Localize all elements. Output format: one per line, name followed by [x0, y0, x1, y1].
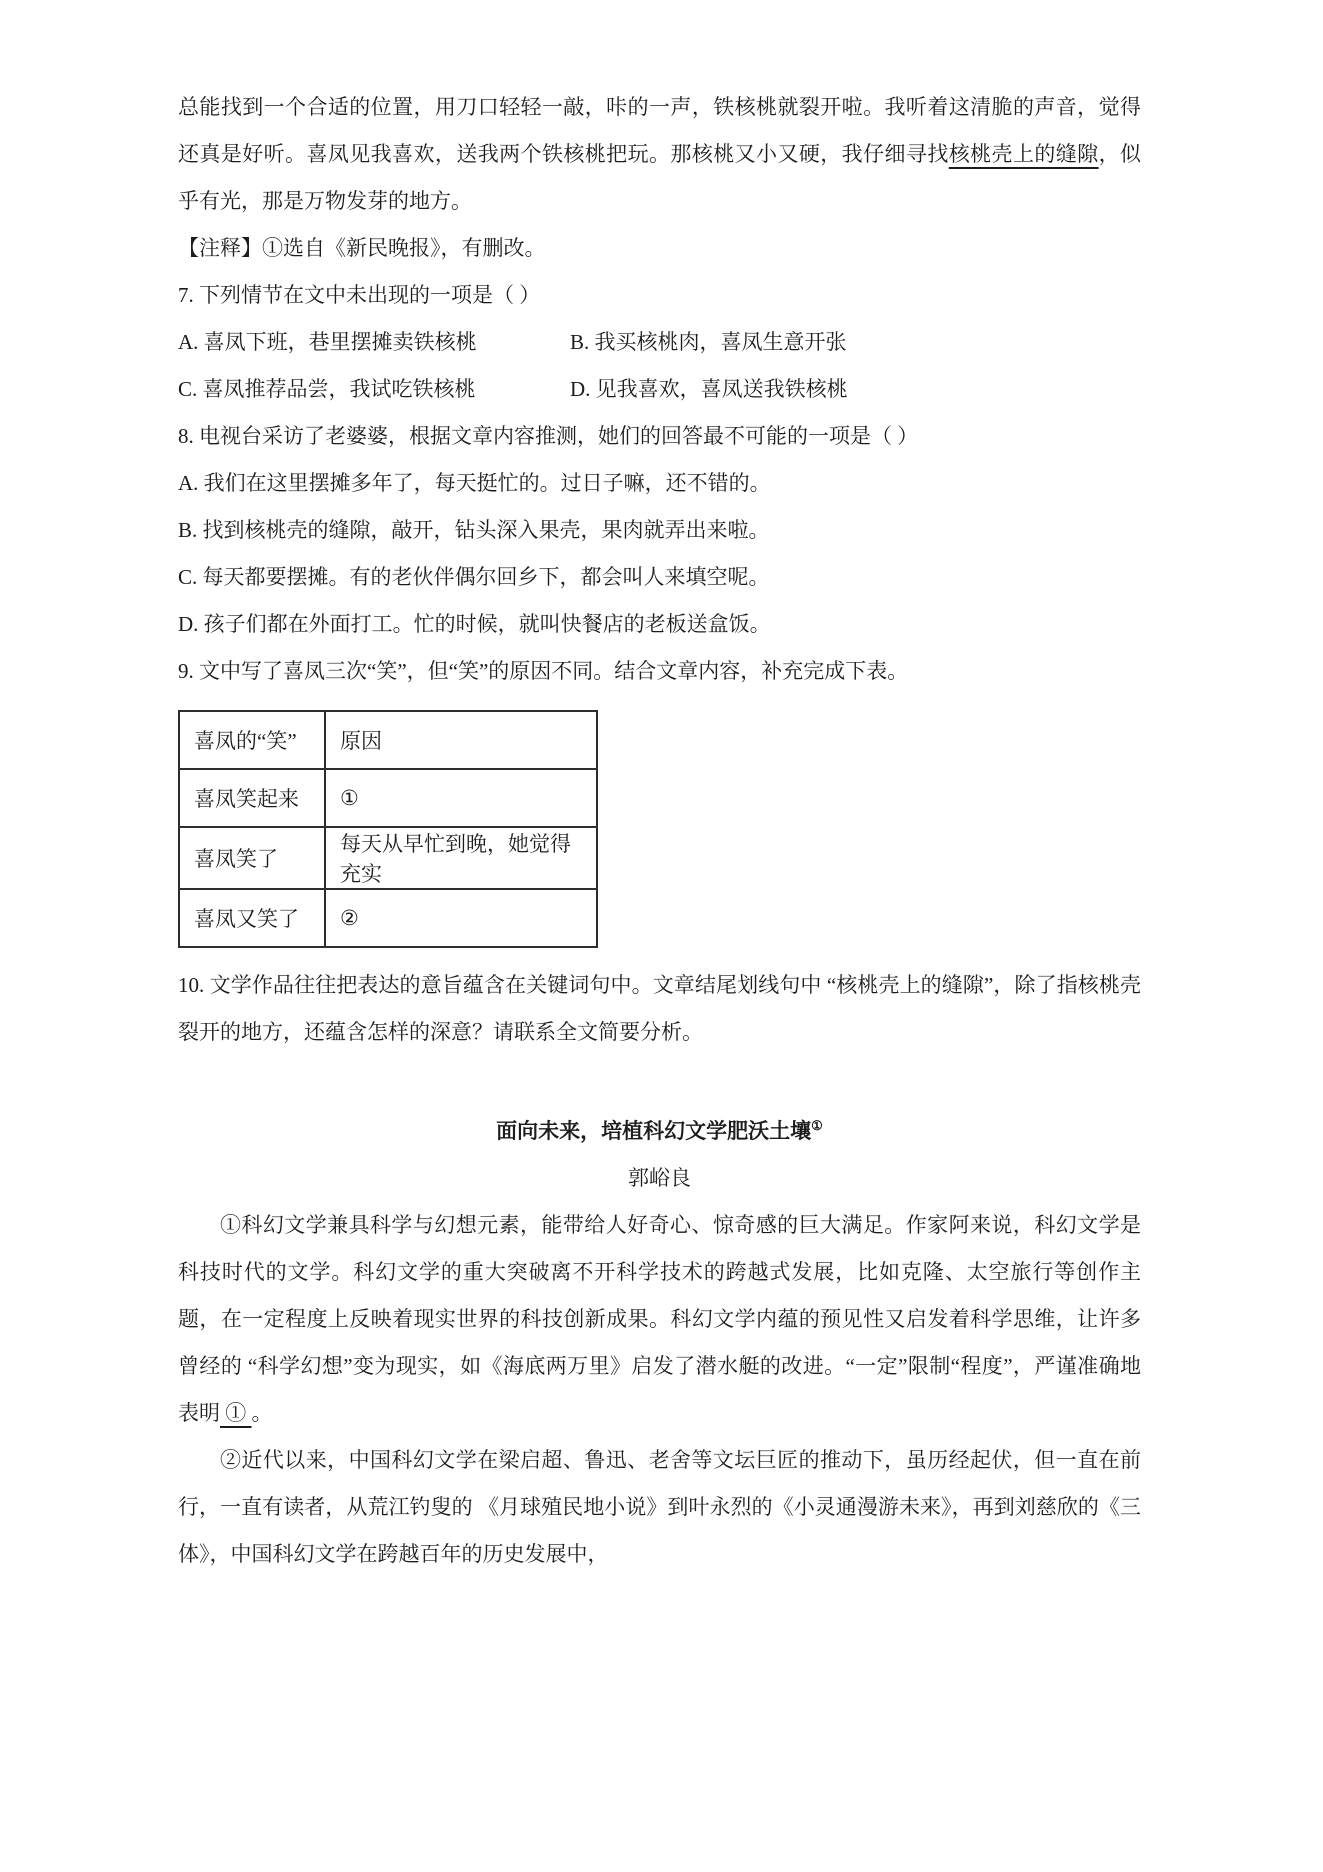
question-7-option-d: D. 见我喜欢，喜凤送我铁核桃 — [570, 377, 848, 401]
table-cell: 喜凤又笑了 — [179, 889, 325, 947]
essay-author: 郭峪良 — [628, 1166, 691, 1190]
question-8-option-a: A. 我们在这里摆摊多年了，每天挺忙的。过日子嘛，还不错的。 — [178, 471, 771, 495]
passage-text-before: 总能找到一个合适的位置，用刀口轻轻一敲，咔的一声，铁核桃就裂开啦。我听着这清脆的声音，觉得还真是好听。喜凤见我喜欢，送我两个铁核桃把玩。那核桃又小又硬，我仔细寻找 — [178, 95, 1141, 166]
table-row — [179, 889, 597, 947]
question-8-option-d: D. 孩子们都在外面打工。忙的时候，就叫快餐店的老板送盒饭。 — [178, 612, 771, 636]
table-cell: 喜凤笑起来 — [179, 769, 325, 827]
table-row — [179, 827, 597, 889]
table-cell: 喜凤笑了 — [179, 827, 325, 889]
table-cell: ① — [325, 769, 597, 827]
essay-paragraph-1 — [178, 1202, 1141, 1437]
question-8-option-b: B. 找到核桃壳的缝隙，敲开，钻头深入果壳，果肉就弄出来啦。 — [178, 518, 770, 542]
essay-paragraph-2: ②近代以来，中国科幻文学在梁启超、鲁迅、老舍等文坛巨匠的推动下，虽历经起伏，但一直在前行，一直有读者，从荒江钓叟的 《月球殖民地小说》到叶永烈的《小灵通漫游未来》，再到刘慈欣的《三体》，中国科幻文学在跨越百年的历史发展中， — [178, 1448, 1141, 1566]
blank-underline: ① — [220, 1401, 252, 1425]
question-7-options-row-2 — [178, 366, 1141, 413]
essay-title — [178, 1102, 1141, 1155]
answer-table — [178, 710, 598, 948]
table-cell: ② — [325, 889, 597, 947]
question-9-stem: 9. 文中写了喜凤三次“笑”，但“笑”的原因不同。结合文章内容，补充完成下表。 — [178, 659, 909, 683]
note-line: 【注释】①选自《新民晚报》，有删改。 — [178, 236, 546, 260]
underlined-phrase: 核桃壳上的缝隙 — [948, 142, 1099, 166]
essay-p1-text: ①科幻文学兼具科学与幻想元素，能带给人好奇心、惊奇感的巨大满足。作家阿来说，科幻文学是科技时代的文学。科幻文学的重大突破离不开科学技术的跨越式发展，比如克隆、太空旅行等创作主题，在一定程度上反映着现实世界的科技创新成果。科幻文学内蕴的预见性又启发着科学思维，让许多曾经的 “科学幻想”变为现实，如《海底两万里》启发了潜水艇的改进。“一定”限制“程度”，严谨准确地表明 — [178, 1213, 1141, 1425]
essay-p1-end: 。 — [251, 1401, 273, 1425]
table-cell: 喜凤的“笑” — [179, 711, 325, 769]
question-8-option-c: C. 每天都要摆摊。有的老伙伴偶尔回乡下，都会叫人来填空呢。 — [178, 565, 770, 589]
passage-text-after: ，似乎有光，那是万物发芽的地方。 — [178, 142, 1142, 213]
table-row-header — [179, 711, 597, 769]
table-row — [179, 769, 597, 827]
question-10-stem: 10. 文学作品往往把表达的意旨蕴含在关键词句中。文章结尾划线句中 “核桃壳上的缝隙”，除了指核桃壳裂开的地方，还蕴含怎样的深意？请联系全文简要分析。 — [178, 973, 1141, 1044]
question-8-stem: 8. 电视台采访了老婆婆，根据文章内容推测，她们的回答最不可能的一项是（ ） — [178, 424, 919, 448]
question-7-option-c: C. 喜凤推荐品尝，我试吃铁核桃 — [178, 377, 476, 401]
essay-title-footnote-mark: ① — [811, 1118, 823, 1133]
table-cell: 每天从早忙到晚，她觉得充实 — [325, 827, 597, 889]
question-7-option-a: A. 喜凤下班，巷里摆摊卖铁核桃 — [178, 330, 477, 354]
question-7-stem: 7. 下列情节在文中未出现的一项是（ ） — [178, 283, 541, 307]
table-cell: 原因 — [325, 711, 597, 769]
passage-paragraph — [178, 84, 1141, 225]
essay-title-text: 面向未来，培植科幻文学肥沃土壤 — [496, 1119, 812, 1143]
question-7-option-b: B. 我买核桃肉，喜凤生意开张 — [570, 330, 847, 354]
question-7-options-row-1 — [178, 319, 1141, 366]
